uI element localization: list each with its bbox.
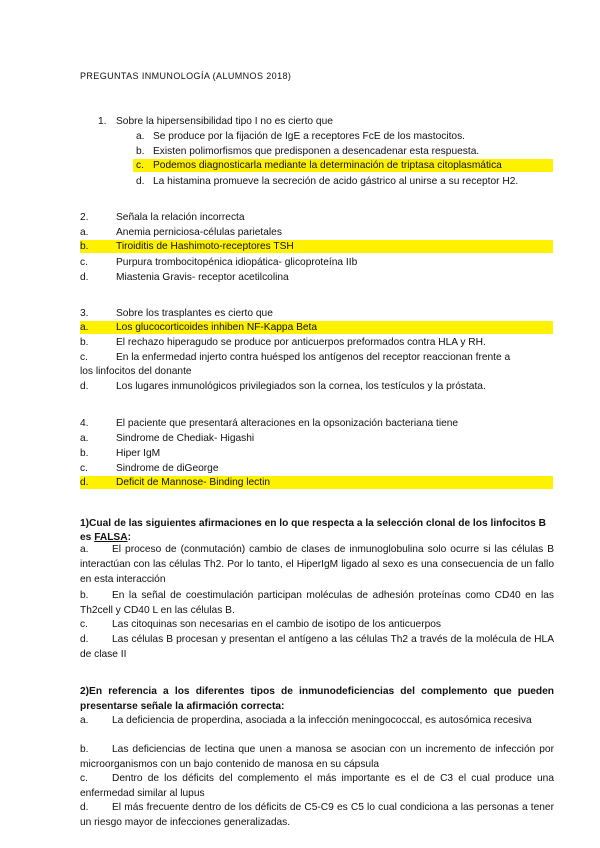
b2-option-b-label: b. — [80, 744, 89, 755]
q2-stem: Señala la relación incorrecta — [116, 212, 245, 223]
q2-option-d-text: Miastenia Gravis- receptor acetilcolina — [116, 272, 289, 283]
b2-option-a-label: a. — [80, 715, 89, 726]
q3-option-c-text-continued: los linfocitos del donante — [80, 366, 192, 377]
q4-option-b-label: b. — [80, 448, 89, 459]
b2-option-b — [80, 742, 554, 772]
q3-option-d-label: d. — [80, 381, 89, 392]
q2-option-a-text: Anemia perniciosa-células parietales — [116, 227, 282, 238]
b2-option-c — [80, 771, 554, 801]
q1-option-c-text: Podemos diagnosticarla mediante la determinación de triptasa citoplasmática — [153, 160, 502, 171]
b1-option-a-text: El proceso de (conmutación) cambio de clases de inmunoglobulina solo ocurre si las células B interactúan con las células Th2. Por lo tanto, el HiperIgM ligado al sexo es una consecuencia de un fallo en esta interacción — [80, 544, 554, 585]
q1-stem: Sobre la hipersensibilidad tipo I no es cierto que — [116, 116, 333, 127]
b2-option-b-text: Las deficiencias de lectina que unen a manosa se asocian con un incremento de infección por microorganismos con un bajo contenido de manosa en su cápsula — [80, 744, 554, 770]
b2-option-c-label: c. — [80, 773, 88, 784]
b1-option-a-label: a. — [80, 544, 89, 555]
q3-option-a-text: Los glucocorticoides inhiben NF-Kappa Beta — [116, 322, 318, 333]
q4-option-a-text: Sindrome de Chediak- Higashi — [116, 433, 255, 444]
b2-option-a — [80, 713, 554, 728]
b2-option-d-text: El más frecuente dentro de los déficits de C5-C9 es C5 lo cual condiciona a las personas a tener un riesgo mayor de infecciones generalizadas. — [80, 802, 554, 828]
b1-option-b-text: En la señal de coestimulación participan moléculas de adhesión proteínas como CD40 en las Th2cell y CD40 L en las células B. — [80, 590, 554, 616]
b1-option-c-text: Las citoquinas son necesarias en el cambio de isotipo de los anticuerpos — [112, 619, 442, 630]
q3-option-b-text: El rechazo hiperagudo se produce por anticuerpos preformados contra HLA y RH. — [116, 337, 486, 348]
q3-option-b-label: b. — [80, 337, 89, 348]
q3-option-d-text: Los lugares inmunológicos privilegiados son la cornea, los testículos y la próstata. — [116, 381, 486, 392]
b1-option-c-label: c. — [80, 619, 88, 630]
b2-option-d-label: d. — [80, 802, 89, 813]
b1-option-b-label: b. — [80, 590, 89, 601]
q4-option-d-text: Deficit de Mannose- Binding lectin — [116, 477, 271, 488]
q2-option-c-label: c. — [80, 257, 88, 268]
q4-option-b-text: Hiper IgM — [116, 448, 161, 459]
q3-option-a-label: a. — [80, 322, 89, 333]
b1-option-d-text: Las células B procesan y presentan el antígeno a las células Th2 a través de la molécula de HLA de clase II — [80, 634, 554, 660]
q4-option-c-label: c. — [80, 463, 88, 474]
b1-stem-falsa: FALSA — [94, 532, 128, 543]
q2-number: 2. — [80, 212, 89, 223]
q1-option-a-text: Se produce por la fijación de IgE a receptores FcE de los mastocitos. — [153, 131, 466, 142]
document-title: PREGUNTAS INMUNOLOGÍA (ALUMNOS 2018) — [80, 71, 292, 81]
b1-stem-line1: 1)Cual de las siguientes afirmaciones en lo que respecta a la selección clonal de los linfocitos B — [80, 518, 546, 529]
q4-option-c-text: Sindrome de diGeorge — [116, 463, 219, 474]
q4-stem: El paciente que presentará alteraciones en la opsonización bacteriana tiene — [116, 418, 459, 429]
b2-stem: 2)En referencia a los diferentes tipos de inmunodeficiencias del complemento que pueden presentarse señale la afirmación correcta: — [80, 686, 554, 712]
q3-stem: Sobre los trasplantes es cierto que — [116, 308, 273, 319]
b2-option-a-text: La deficiencia de properdina, asociada a la infección meningococcal, es autosómica recesiva — [112, 715, 532, 726]
q4-number: 4. — [80, 418, 89, 429]
q2-option-a-label: a. — [80, 227, 89, 238]
q1-option-b-label: b. — [136, 146, 145, 157]
b1-option-d-label: d. — [80, 634, 89, 645]
b1-stem-colon: : — [127, 532, 131, 543]
q3-number: 3. — [80, 308, 89, 319]
q2-option-c-text: Purpura trombocitopénica idiopática- glicoproteína IIb — [116, 257, 358, 268]
b1-option-c — [80, 617, 554, 632]
q3-option-c-label: c. — [80, 352, 88, 363]
b1-option-a — [80, 542, 554, 587]
b1-option-b — [80, 588, 554, 618]
q4-option-a-label: a. — [80, 433, 89, 444]
b1-option-d — [80, 632, 554, 662]
q3-option-c-text: En la enfermedad injerto contra huésped los antígenos del receptor reaccionan frente a — [116, 352, 511, 363]
q2-option-b-text: Tiroiditis de Hashimoto-receptores TSH — [116, 241, 294, 252]
q1-option-d-label: d. — [136, 176, 145, 187]
q4-option-d-label: d. — [80, 477, 89, 488]
q1-option-b-text: Existen polimorfismos que predisponen a desencadenar esta respuesta. — [153, 146, 480, 157]
q1-option-a-label: a. — [136, 131, 145, 142]
q2-option-d-label: d. — [80, 272, 89, 283]
q2-option-b-label: b. — [80, 241, 89, 252]
b2-option-c-text: Dentro de los déficits del complemento el más importante es el de C3 el cual produce una enfermedad similar al lupus — [80, 773, 554, 799]
q1-option-d-text: La histamina promueve la secreción de acido gástrico al unirse a su receptor H2. — [153, 176, 519, 187]
q1-option-c-label: c. — [136, 160, 144, 171]
b2-option-d — [80, 800, 554, 830]
q1-number: 1. — [98, 116, 107, 127]
b1-stem-es: es — [80, 532, 92, 543]
